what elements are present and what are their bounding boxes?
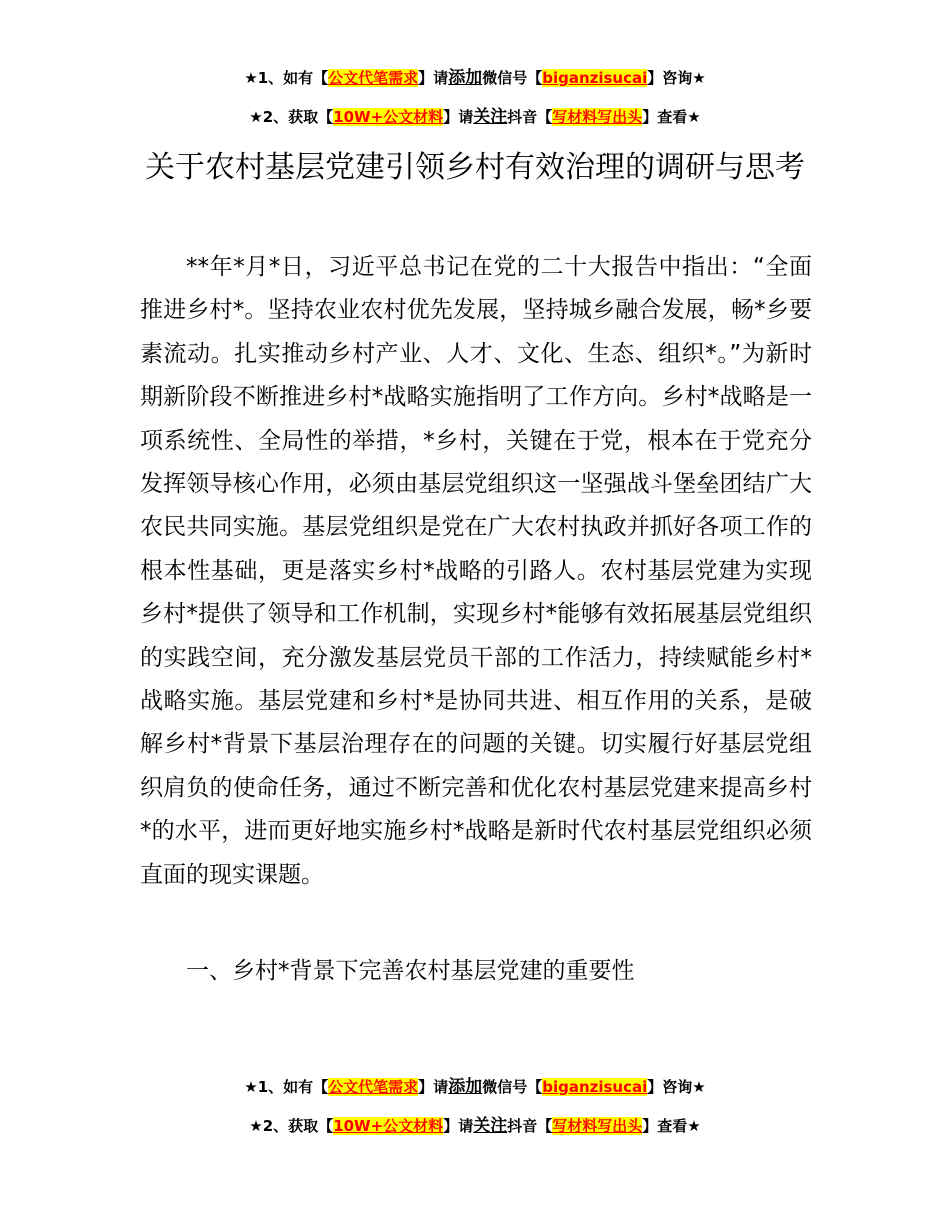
footer-line1-emphasis: 添加: [448, 1077, 483, 1097]
header-line1-suffix: 】咨询★: [647, 69, 706, 87]
section-heading: 一、乡村*背景下完善农村基层党建的重要性: [186, 958, 635, 984]
footer-line2-highlight-douyin: 写材料写出头: [552, 1117, 643, 1135]
footer-line2-emphasis: 关注: [473, 1116, 508, 1136]
header-line2-mid: 】请: [443, 108, 474, 126]
header-line1-mid2: 微信号【: [482, 69, 543, 87]
footer-line2-mid: 】请: [443, 1117, 474, 1135]
footer-line1-suffix: 】咨询★: [647, 1078, 706, 1096]
footer-line2-highlight-materials: 10W+公文材料: [333, 1117, 444, 1135]
header-line1-emphasis: 添加: [448, 68, 483, 88]
footer-line1-mid: 】请: [418, 1078, 449, 1096]
footer-line2-suffix: 】查看★: [642, 1117, 701, 1135]
header-line1-prefix: ★1、如有【: [244, 69, 329, 87]
header-promo-line-2: [0, 106, 950, 128]
footer-line1-mid2: 微信号【: [482, 1078, 543, 1096]
header-line2-highlight-materials: 10W+公文材料: [333, 108, 444, 126]
header-line2-emphasis: 关注: [473, 107, 508, 127]
header-line2-suffix: 】查看★: [642, 108, 701, 126]
document-title: 关于农村基层党建引领乡村有效治理的调研与思考: [145, 150, 805, 185]
footer-line2-prefix: ★2、获取【: [249, 1117, 334, 1135]
header-line1-mid: 】请: [418, 69, 449, 87]
header-line2-prefix: ★2、获取【: [249, 108, 334, 126]
header-line2-mid2: 抖音【: [507, 108, 553, 126]
footer-line1-highlight-service: 公文代笔需求: [328, 1078, 419, 1096]
footer-promo-line-2: [0, 1115, 950, 1137]
body-paragraph: **年*月*日，习近平总书记在党的二十大报告中指出：“全面推进乡村*。坚持农业农村优先发展，坚持城乡融合发展，畅*乡要素流动。扎实推动乡村产业、人才、文化、生态、组织*。”为新时期新阶段不断推进乡村*战略实施指明了工作方向。乡村*战略是一项系统性、全局性的举措，*乡村，关键在于党，根本在于党充分发挥领导核心作用，必须由基层党组织这一坚强战斗堡垒团结广大农民共同实施。基层党组织是党在广大农村执政并抓好各项工作的根本性基础，更是落实乡村*战略的引路人。农村基层党建为实现乡村*提供了领导和工作机制，实现乡村*能够有效拓展基层党组织的实践空间，充分激发基层党员干部的工作活力，持续赋能乡村*战略实施。基层党建和乡村*是协同共进、相互作用的关系，是破解乡村*背景下基层治理存在的问题的关键。切实履行好基层党组织肩负的使命任务，通过不断完善和优化农村基层党建来提高乡村*的水平，进而更好地实施乡村*战略是新时代农村基层党组织必须直面的现实课题。: [140, 254, 812, 888]
footer-line1-prefix: ★1、如有【: [244, 1078, 329, 1096]
header-line1-highlight-wechat: biganzisucai: [542, 69, 648, 87]
header-line1-highlight-service: 公文代笔需求: [328, 69, 419, 87]
header-line2-highlight-douyin: 写材料写出头: [552, 108, 643, 126]
footer-promo-line-1: [0, 1076, 950, 1098]
footer-line2-mid2: 抖音【: [507, 1117, 553, 1135]
header-promo-line-1: [0, 67, 950, 89]
footer-line1-highlight-wechat: biganzisucai: [542, 1078, 648, 1096]
